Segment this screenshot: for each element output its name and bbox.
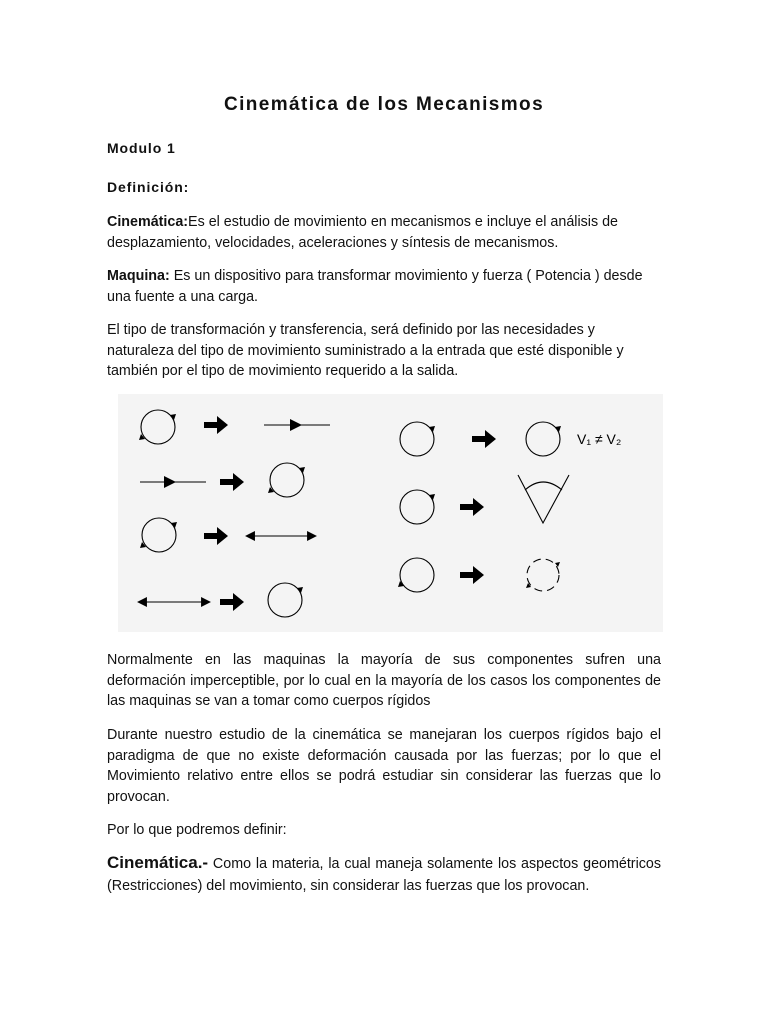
velocity-inequality-label: V₁ ≠ V₂ xyxy=(577,431,622,447)
rotation-circle xyxy=(268,583,302,617)
final-definition-text: Como la materia, la cual maneja solamente los aspectos geométricos (Restricciones) del movimiento, sin considerar las fuerzas que los provocan. xyxy=(107,856,661,894)
motion-diagram-svg xyxy=(118,394,663,632)
cinematica-text: Es el estudio de movimiento en mecanismos e incluye el análisis de desplazamiento, velocidades, aceleraciones y síntesis de mecanismos. xyxy=(107,214,618,251)
rotation-circle xyxy=(400,558,434,592)
oscillation-arc xyxy=(525,482,562,490)
rotation-circle xyxy=(400,422,434,456)
cinematica-definition xyxy=(107,212,661,253)
right-arrow-icon xyxy=(472,430,496,448)
definition-heading: Definición: xyxy=(107,179,190,195)
maquina-term: Maquina: xyxy=(107,268,170,284)
study-paragraph: Durante nuestro estudio de la cinemática se manejaran los cuerpos rígidos bajo el paradigma de que no existe deformación causada por las fuerzas; por lo que el Movimiento relativo entre ellos se podrá estudiar sin considerar las fuerzas que lo provocan. xyxy=(107,727,661,805)
rotation-circle xyxy=(526,422,560,456)
maquina-definition xyxy=(107,266,661,307)
transform-paragraph: El tipo de transformación y transferencia, será definido por las necesidades y naturaleza del tipo de movimiento suministrado a la entrada que esté disponible y también por el tipo de movimiento requerido a la salida. xyxy=(107,322,624,380)
maquina-text: Es un dispositivo para transformar movimiento y fuerza ( Potencia ) desde una fuente a una carga. xyxy=(107,268,643,305)
cinematica-term: Cinemática: xyxy=(107,214,189,230)
final-definition xyxy=(107,852,661,897)
right-arrow-icon xyxy=(460,498,484,516)
module-heading: Modulo 1 xyxy=(107,140,176,156)
right-arrow-icon xyxy=(204,416,228,434)
document-title: Cinemática de los Mecanismos xyxy=(223,94,545,115)
rigid-bodies-paragraph: Normalmente en las maquinas la mayoría de sus componentes sufren una deformación imperceptible, por lo cual en la mayoría de los casos los componentes de las maquinas se van a tomar como cuerpos rígidos xyxy=(107,652,661,710)
define-paragraph: Por lo que podremos definir: xyxy=(107,822,287,838)
final-definition-term: Cinemática.- xyxy=(107,853,209,872)
intermittent-circle xyxy=(527,559,559,591)
rotation-circle xyxy=(142,518,176,552)
right-arrow-icon xyxy=(204,527,228,545)
right-arrow-icon xyxy=(460,566,484,584)
right-arrow-icon xyxy=(220,593,244,611)
rotation-circle xyxy=(400,490,434,524)
right-arrow-icon xyxy=(220,473,244,491)
motion-transformation-diagram xyxy=(118,394,663,632)
rotation-circle xyxy=(141,410,175,444)
rotation-circle xyxy=(270,463,304,497)
